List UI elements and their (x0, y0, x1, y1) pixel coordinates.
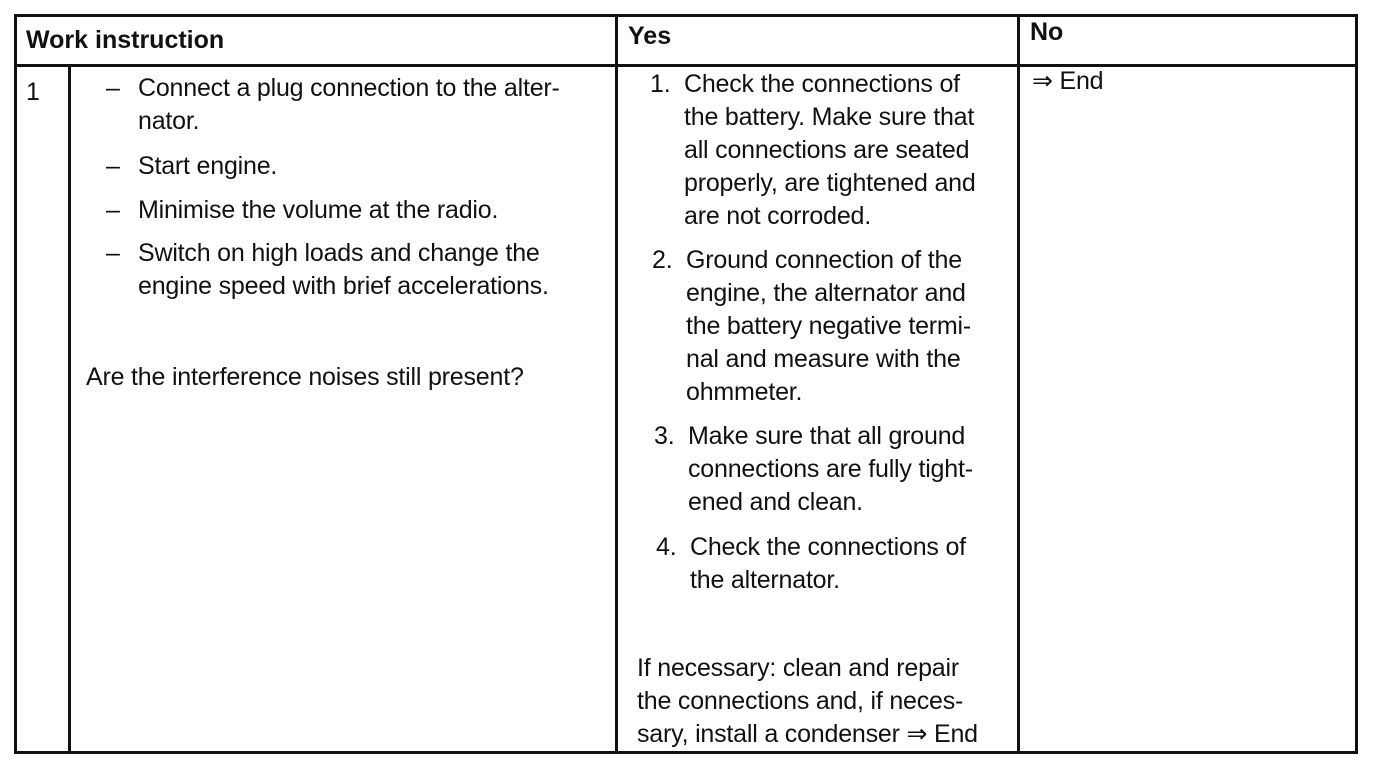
yes-line: connections are fully tight- (688, 455, 973, 483)
dash-icon: – (106, 152, 120, 180)
yes-line: are not corroded. (684, 202, 871, 230)
yes-line: engine, the alternator and (686, 279, 966, 307)
yes-column-divider (615, 14, 618, 754)
yes-note-line: If necessary: clean and repair (637, 654, 959, 682)
bullet-line: Start engine. (138, 152, 278, 180)
yes-line: the battery negative termi- (686, 312, 972, 340)
item-number: 2. (652, 246, 673, 274)
no-column-divider (1017, 14, 1020, 754)
dash-icon: – (106, 196, 120, 224)
yes-line: all connections are seated (684, 136, 970, 164)
table-right-border (1355, 14, 1358, 754)
yes-line: nal and measure with the (686, 345, 961, 373)
dash-icon: – (106, 74, 120, 102)
yes-note-line: sary, install a condenser ⇒ End (637, 720, 978, 748)
yes-line: ened and clean. (688, 488, 863, 516)
question-text: Are the interference noises still present? (86, 363, 524, 391)
bullet-line: nator. (138, 107, 200, 135)
step-number: 1 (26, 78, 40, 106)
table-left-border (14, 14, 17, 754)
bullet-line: Switch on high loads and change the (138, 239, 540, 267)
no-result: ⇒ End (1032, 67, 1104, 95)
yes-line: Ground connection of the (686, 246, 962, 274)
yes-note-line: the connections and, if neces- (637, 687, 964, 715)
table-bottom-border (14, 751, 1358, 754)
item-number: 4. (656, 533, 677, 561)
header-no: No (1030, 18, 1064, 46)
yes-line: Check the connections of (690, 533, 966, 561)
bullet-line: engine speed with brief accelerations. (138, 272, 549, 300)
yes-note (637, 652, 978, 751)
table-header-divider (14, 64, 1358, 67)
yes-line: the battery. Make sure that (684, 103, 975, 131)
bullet-line: Connect a plug connection to the alter- (138, 74, 560, 102)
table-top-border (14, 14, 1358, 17)
header-work-instruction: Work instruction (26, 26, 225, 54)
yes-line: Make sure that all ground (688, 422, 966, 450)
yes-line: Check the connections of (684, 70, 960, 98)
dash-icon: – (106, 239, 120, 267)
item-number: 1. (650, 70, 671, 98)
yes-line: the alternator. (690, 566, 840, 594)
yes-line: ohmmeter. (686, 378, 803, 406)
header-yes: Yes (628, 22, 672, 50)
item-number: 3. (654, 422, 675, 450)
yes-line: properly, are tightened and (684, 169, 976, 197)
bullet-line: Minimise the volume at the radio. (138, 196, 499, 224)
step-number-divider (68, 64, 71, 754)
